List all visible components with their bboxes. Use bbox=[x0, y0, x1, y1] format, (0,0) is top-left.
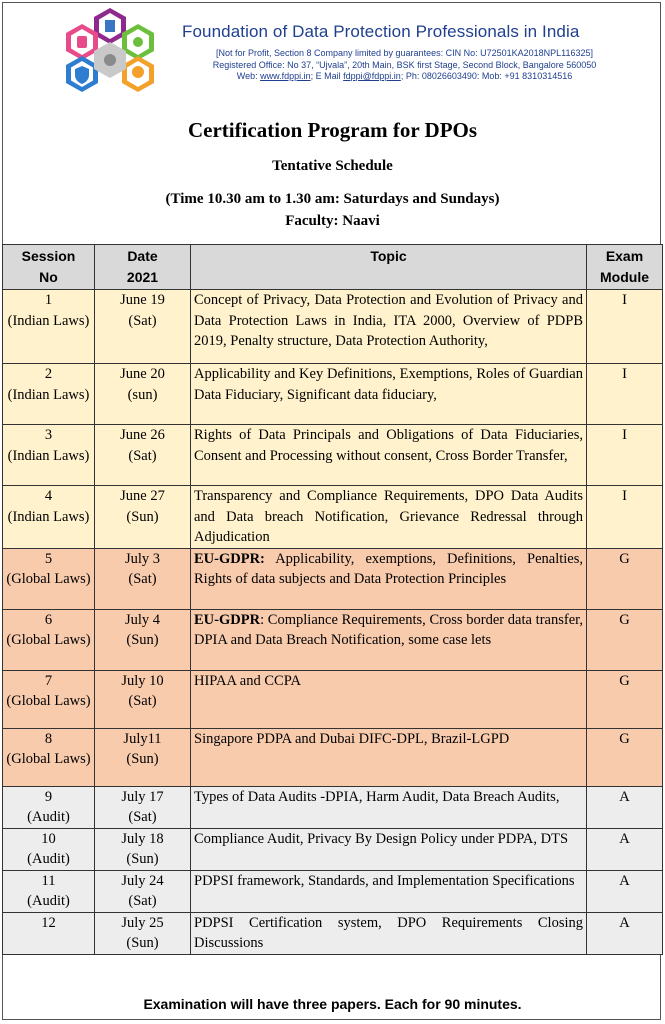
session-day: (Sat) bbox=[128, 893, 157, 909]
module-cell bbox=[587, 786, 663, 828]
session-number: 3 bbox=[44, 427, 53, 443]
page-title: Certification Program for DPOs bbox=[187, 118, 478, 142]
topic-cell bbox=[191, 609, 587, 670]
topic-cell bbox=[191, 728, 587, 786]
schedule-table bbox=[2, 244, 663, 955]
session-cell bbox=[3, 548, 95, 609]
session-day: (Sat) bbox=[128, 312, 157, 329]
module-cell bbox=[587, 364, 663, 425]
phone-text: ; Ph: 08026603490: Mob: +91 8310314516 bbox=[400, 71, 573, 81]
session-date: July 24 bbox=[121, 872, 164, 889]
exam-module: A bbox=[619, 830, 630, 847]
table-row bbox=[3, 912, 663, 954]
session-cell bbox=[3, 609, 95, 670]
session-number: 10 bbox=[41, 830, 56, 847]
module-cell bbox=[587, 828, 663, 870]
web-label: Web: bbox=[236, 71, 261, 81]
session-date: July11 bbox=[123, 730, 162, 747]
topic-cell bbox=[191, 364, 587, 425]
session-day: (Sat) bbox=[128, 809, 157, 825]
date-cell bbox=[95, 548, 191, 609]
table-row bbox=[3, 670, 663, 728]
email-label: ; E Mail bbox=[310, 71, 344, 81]
session-day: (Sat) bbox=[128, 571, 157, 587]
topic-text: : Compliance Requirements, Cross border data transfer, DPIA and Data Breach Notification, some case lets bbox=[194, 611, 583, 648]
org-contact-line bbox=[182, 71, 627, 83]
date-cell bbox=[95, 786, 191, 828]
session-number: 5 bbox=[44, 550, 53, 567]
topic-cell bbox=[191, 912, 587, 954]
module-cell bbox=[587, 548, 663, 609]
exam-module: G bbox=[619, 611, 630, 628]
table-row bbox=[3, 364, 663, 425]
session-group: (Indian Laws) bbox=[7, 508, 90, 525]
session-group: (Global Laws) bbox=[6, 693, 91, 709]
topic-text: HIPAA and CCPA bbox=[194, 672, 301, 689]
module-cell bbox=[587, 912, 663, 954]
session-date: July 17 bbox=[121, 788, 164, 805]
session-group: (Global Laws) bbox=[6, 751, 91, 767]
session-number: 8 bbox=[44, 730, 53, 747]
date-cell bbox=[95, 828, 191, 870]
header-exam-module: Exam Module bbox=[587, 245, 663, 290]
session-day: (Sat) bbox=[128, 447, 157, 464]
module-cell bbox=[587, 870, 663, 912]
session-cell bbox=[3, 912, 95, 954]
session-day: (Sat) bbox=[128, 693, 157, 709]
session-date: July 25 bbox=[121, 914, 164, 931]
topic-text: Transparency and Compliance Requirements, DPO Data Audits and Data breach Notification, Grievance Redressal through Adjudication bbox=[194, 488, 583, 545]
date-cell bbox=[95, 425, 191, 486]
session-cell bbox=[3, 828, 95, 870]
table-row bbox=[3, 290, 663, 364]
topic-cell bbox=[191, 290, 587, 364]
exam-module: I bbox=[622, 366, 627, 382]
module-cell bbox=[587, 728, 663, 786]
module-cell bbox=[587, 290, 663, 364]
topic-text: Applicability, exemptions, Definitions, Penalties, Rights of data subjects and Data Protection Principles bbox=[194, 550, 583, 587]
exam-module: A bbox=[619, 788, 630, 805]
session-cell bbox=[3, 786, 95, 828]
email-link[interactable]: fdppi@fdppi.in bbox=[343, 71, 401, 81]
session-date: July 4 bbox=[124, 611, 161, 628]
session-group: (Indian Laws) bbox=[7, 386, 90, 403]
session-group: (Indian Laws) bbox=[7, 447, 90, 464]
module-cell bbox=[587, 609, 663, 670]
session-number: 6 bbox=[44, 611, 53, 628]
session-cell bbox=[3, 728, 95, 786]
exam-module: I bbox=[622, 292, 627, 308]
org-cin-line: [Not for Profit, Section 8 Company limited by guarantees: CIN No: U72501KA2018NPL116325] bbox=[215, 48, 594, 58]
topic-text: Concept of Privacy, Data Protection and Evolution of Privacy and Data Protection Laws in India, ITA 2000, Overview of PDPB 2019, Penalty structure, Data Protection Authority, bbox=[194, 292, 583, 349]
topic-text: Types of Data Audits -DPIA, Harm Audit, Data Breach Audits, bbox=[194, 788, 560, 805]
date-cell bbox=[95, 609, 191, 670]
timing-text: (Time 10.30 am to 1.30 am: Saturdays and Sundays) bbox=[165, 191, 500, 207]
exam-module: G bbox=[619, 672, 630, 689]
session-date: July 3 bbox=[124, 550, 161, 567]
date-cell bbox=[95, 486, 191, 549]
session-group: (Global Laws) bbox=[6, 571, 91, 587]
session-cell bbox=[3, 670, 95, 728]
table-row bbox=[3, 548, 663, 609]
topic-text: Singapore PDPA and Dubai DIFC-DPL, Brazil-LGPD bbox=[194, 730, 510, 747]
module-cell bbox=[587, 486, 663, 549]
topic-cell bbox=[191, 670, 587, 728]
module-cell bbox=[587, 670, 663, 728]
date-cell bbox=[95, 364, 191, 425]
topic-cell bbox=[191, 425, 587, 486]
header-topic: Topic bbox=[191, 245, 587, 290]
session-number: 2 bbox=[44, 366, 53, 382]
session-cell bbox=[3, 425, 95, 486]
org-header bbox=[182, 22, 627, 83]
topic-text: Rights of Data Principals and Obligations of Data Fiduciaries, Consent and Processing without consent, Cross Border Transfer, bbox=[194, 427, 583, 464]
session-date: July 18 bbox=[121, 830, 164, 847]
table-header-row bbox=[3, 245, 663, 290]
session-group: (Audit) bbox=[27, 851, 70, 867]
table-row bbox=[3, 870, 663, 912]
session-number: 11 bbox=[41, 872, 56, 889]
topic-text: PDPSI Certification system, DPO Requirements Closing Discussions bbox=[194, 914, 583, 951]
table-row bbox=[3, 609, 663, 670]
session-date: June 26 bbox=[120, 427, 165, 443]
session-day: (Sun) bbox=[126, 851, 159, 867]
exam-module: A bbox=[619, 914, 630, 931]
session-date: June 19 bbox=[120, 292, 165, 308]
exam-note: Examination will have three papers. Each for 90 minutes. bbox=[143, 996, 522, 1012]
session-number: 9 bbox=[44, 788, 53, 805]
date-cell bbox=[95, 912, 191, 954]
session-date: July 10 bbox=[121, 672, 164, 689]
session-group: (Indian Laws) bbox=[7, 312, 90, 329]
date-cell bbox=[95, 670, 191, 728]
session-cell bbox=[3, 364, 95, 425]
session-cell bbox=[3, 870, 95, 912]
topic-bold-prefix: EU-GDPR bbox=[194, 611, 261, 628]
session-day: (Sun) bbox=[126, 751, 159, 767]
header-date: Date 2021 bbox=[95, 245, 191, 290]
table-row bbox=[3, 828, 663, 870]
table-row bbox=[3, 786, 663, 828]
topic-cell bbox=[191, 786, 587, 828]
topic-cell bbox=[191, 486, 587, 549]
faculty-text: Faculty: Naavi bbox=[285, 213, 380, 229]
exam-module: I bbox=[622, 488, 627, 504]
topic-cell bbox=[191, 548, 587, 609]
date-cell bbox=[95, 870, 191, 912]
date-cell bbox=[95, 290, 191, 364]
header-session: Session No bbox=[3, 245, 95, 290]
org-address-line: Registered Office: No 37, “Ujvala”, 20th Main, BSK first Stage, Second Block, Bangalore 560050 bbox=[212, 59, 597, 70]
module-cell bbox=[587, 425, 663, 486]
session-group: (Global Laws) bbox=[6, 632, 91, 648]
topic-bold-prefix: EU-GDPR: bbox=[194, 550, 265, 567]
page-subtitle: Tentative Schedule bbox=[272, 158, 393, 174]
session-date: June 20 bbox=[120, 366, 165, 382]
exam-module: A bbox=[619, 872, 630, 889]
table-row bbox=[3, 486, 663, 549]
session-cell bbox=[3, 290, 95, 364]
topic-text: PDPSI framework, Standards, and Implementation Specifications bbox=[194, 872, 575, 889]
table-row bbox=[3, 425, 663, 486]
session-number: 1 bbox=[44, 292, 53, 308]
exam-module: G bbox=[619, 730, 630, 747]
org-name: Foundation of Data Protection Professionals in India bbox=[182, 22, 580, 41]
exam-module: I bbox=[622, 427, 627, 443]
date-cell bbox=[95, 728, 191, 786]
session-number: 7 bbox=[44, 672, 53, 689]
session-number: 4 bbox=[44, 488, 53, 504]
session-day: (Sun) bbox=[126, 935, 159, 951]
session-date: June 27 bbox=[120, 488, 165, 504]
web-link[interactable]: www.fdppi.in bbox=[260, 71, 311, 81]
session-number: 12 bbox=[41, 914, 56, 931]
fdppi-logo bbox=[48, 4, 178, 100]
topic-cell bbox=[191, 828, 587, 870]
topic-cell bbox=[191, 870, 587, 912]
session-day: (sun) bbox=[127, 386, 158, 403]
session-group: (Audit) bbox=[27, 809, 70, 825]
session-day: (Sun) bbox=[126, 632, 159, 648]
topic-text: Compliance Audit, Privacy By Design Policy under PDPA, DTS bbox=[194, 830, 569, 847]
topic-text: Applicability and Key Definitions, Exemptions, Roles of Guardian Data Fiduciary, Significant data fiduciary, bbox=[194, 366, 583, 403]
exam-module: G bbox=[619, 550, 630, 567]
session-day: (Sun) bbox=[126, 508, 159, 525]
session-cell bbox=[3, 486, 95, 549]
session-group: (Audit) bbox=[27, 893, 70, 909]
table-row bbox=[3, 728, 663, 786]
